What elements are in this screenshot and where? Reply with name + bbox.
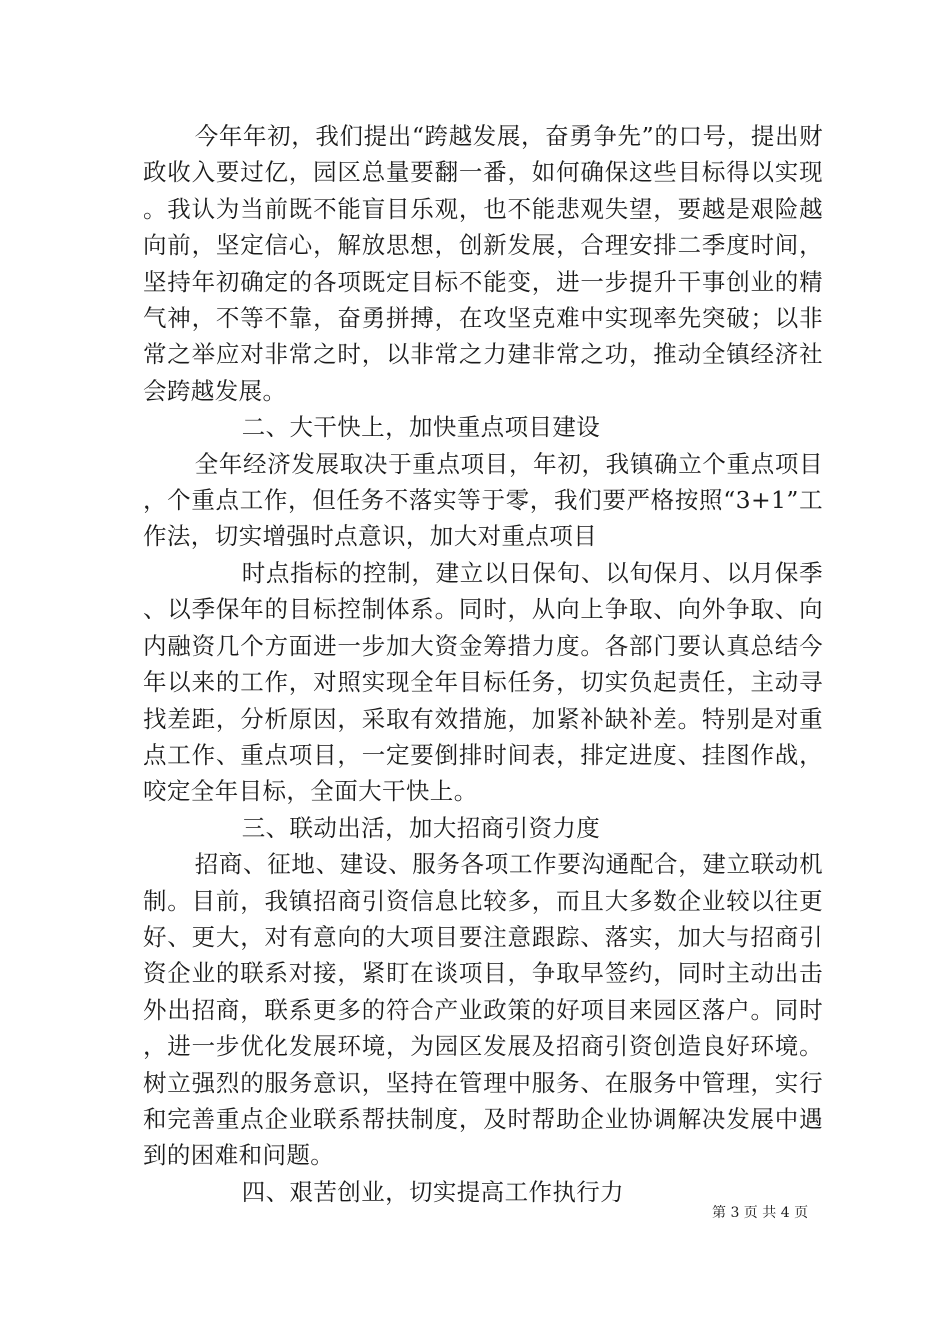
- paragraph-intro: 今年年初，我们提出“跨越发展，奋勇争先”的口号，提出财政收入要过亿，园区总量要翻一番，如何确保这些目标得以实现。我认为当前既不能盲目乐观，也不能悲观失望，要越是艰险越向前，坚定信心，解放思想，创新发展，合理安排二季度时间，坚持年初确定的各项既定目标不能变，进一步提升干事创业的精气神，不等不靠，奋勇拼搏，在攻坚克难中实现率先突破；以非常之举应对非常之时，以非常之力建非常之功，推动全镇经济社会跨越发展。: [143, 122, 823, 405]
- section-heading-4: 四、艰苦创业，切实提高工作执行力: [241, 1177, 625, 1206]
- section-heading-3: 三、联动出活，加大招商引资力度: [241, 813, 601, 842]
- paragraph-investment: 招商、征地、建设、服务各项工作要沟通配合，建立联动机制。目前，我镇招商引资信息比较多，而且大多数企业较以往更好、更大，对有意向的大项目要注意跟踪、落实，加大与招商引资企业的联系对接，紧盯在谈项目，争取早签约，同时主动出击外出招商，联系更多的符合产业政策的好项目来园区落户。同时，进一步优化发展环境，为园区发展及招商引资创造良好环境。树立强烈的服务意识，坚持在管理中服务、在服务中管理，实行和完善重点企业联系帮扶制度，及时帮助企业协调解决发展中遇到的困难和问题。: [143, 850, 823, 1170]
- paragraph-time-control: 时点指标的控制，建立以日保旬、以旬保月、以月保季、以季保年的目标控制体系。同时，从向上争取、向外争取、向内融资几个方面进一步加大资金筹措力度。各部门要认真总结今年以来的工作，对照实现全年目标任务，切实负起责任，主动寻找差距，分析原因，采取有效措施，加紧补缺补差。特别是对重点工作、重点项目，一定要倒排时间表，排定进度、挂图作战，咬定全年目标，全面大干快上。: [143, 558, 823, 806]
- paragraph-key-projects: 全年经济发展取决于重点项目，年初，我镇确立个重点项目，个重点工作，但任务不落实等于零，我们要严格按照“3+1”工作法，切实增强时点意识，加大对重点项目: [143, 449, 823, 551]
- section-heading-2: 二、大干快上，加快重点项目建设: [241, 413, 601, 442]
- page-number: 第 3 页 共 4 页: [712, 1205, 809, 1221]
- document-body: [143, 118, 823, 1210]
